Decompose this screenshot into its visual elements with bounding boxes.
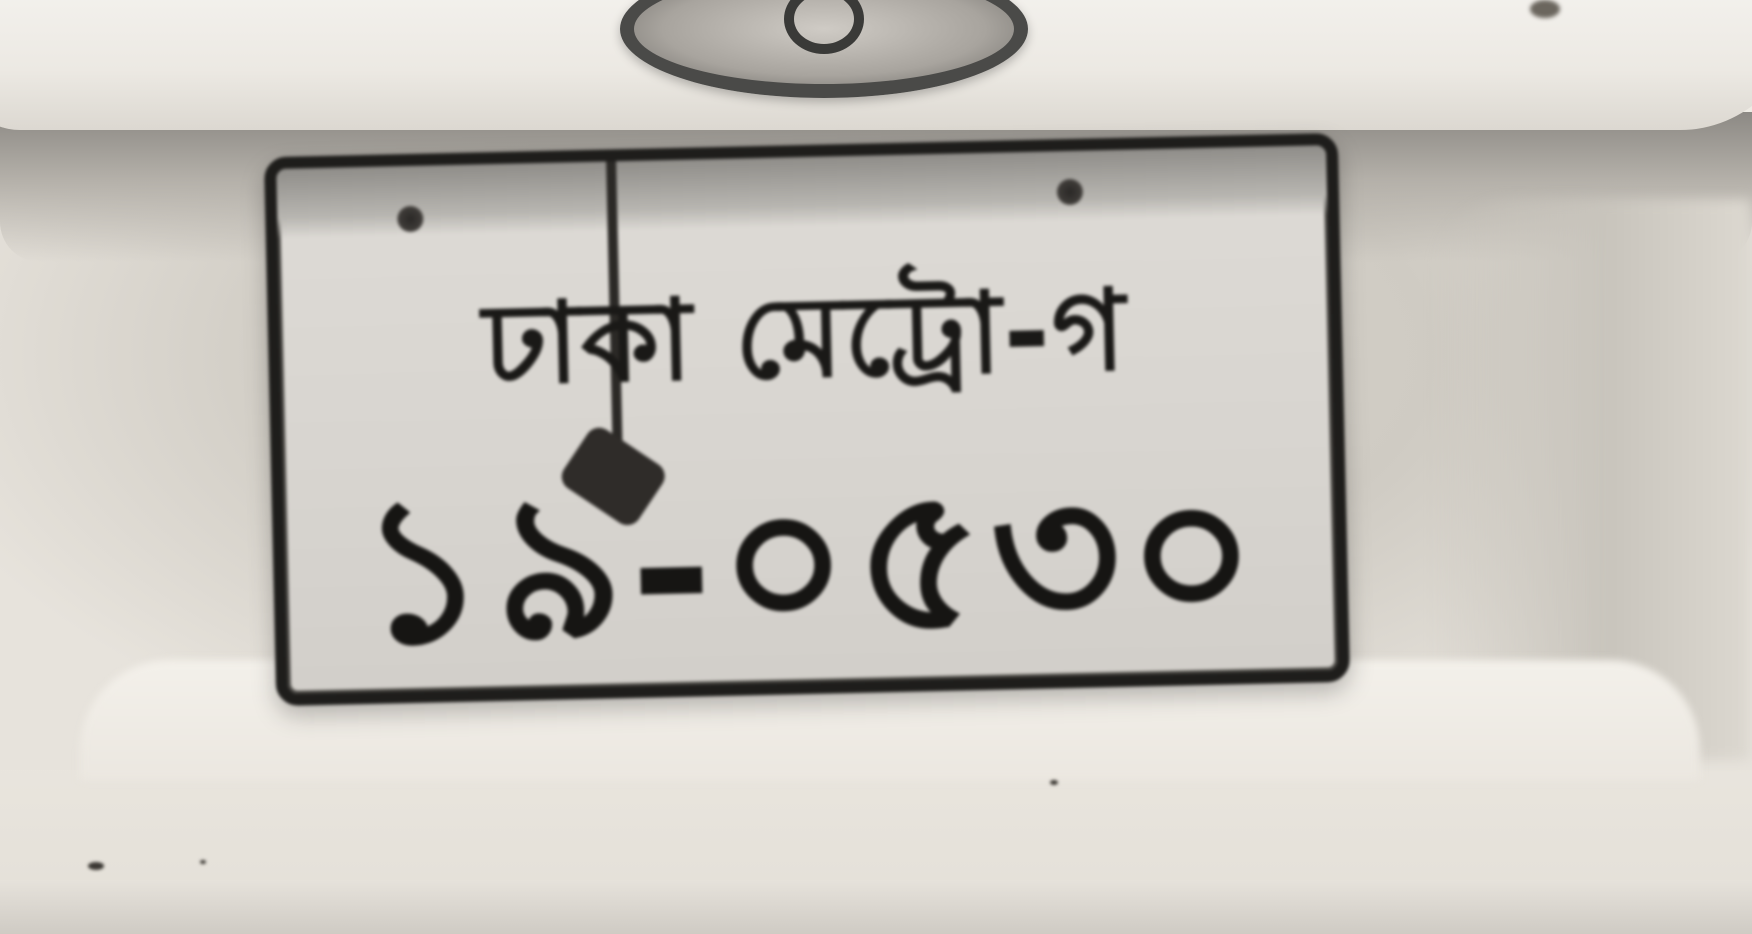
body-mark [1530,0,1560,18]
plate-number-text: ১৯-০৫৩০ [355,433,1266,690]
bumper-edge [0,880,1752,934]
dirt-speck [200,860,206,864]
dirt-speck [1050,780,1058,785]
plate-region-text: ঢাকা মেট্রো-গ [481,265,1129,411]
plate-top-shadow [276,145,1327,239]
dirt-speck [88,862,104,870]
license-plate [264,133,1350,706]
emblem-center [784,0,864,54]
